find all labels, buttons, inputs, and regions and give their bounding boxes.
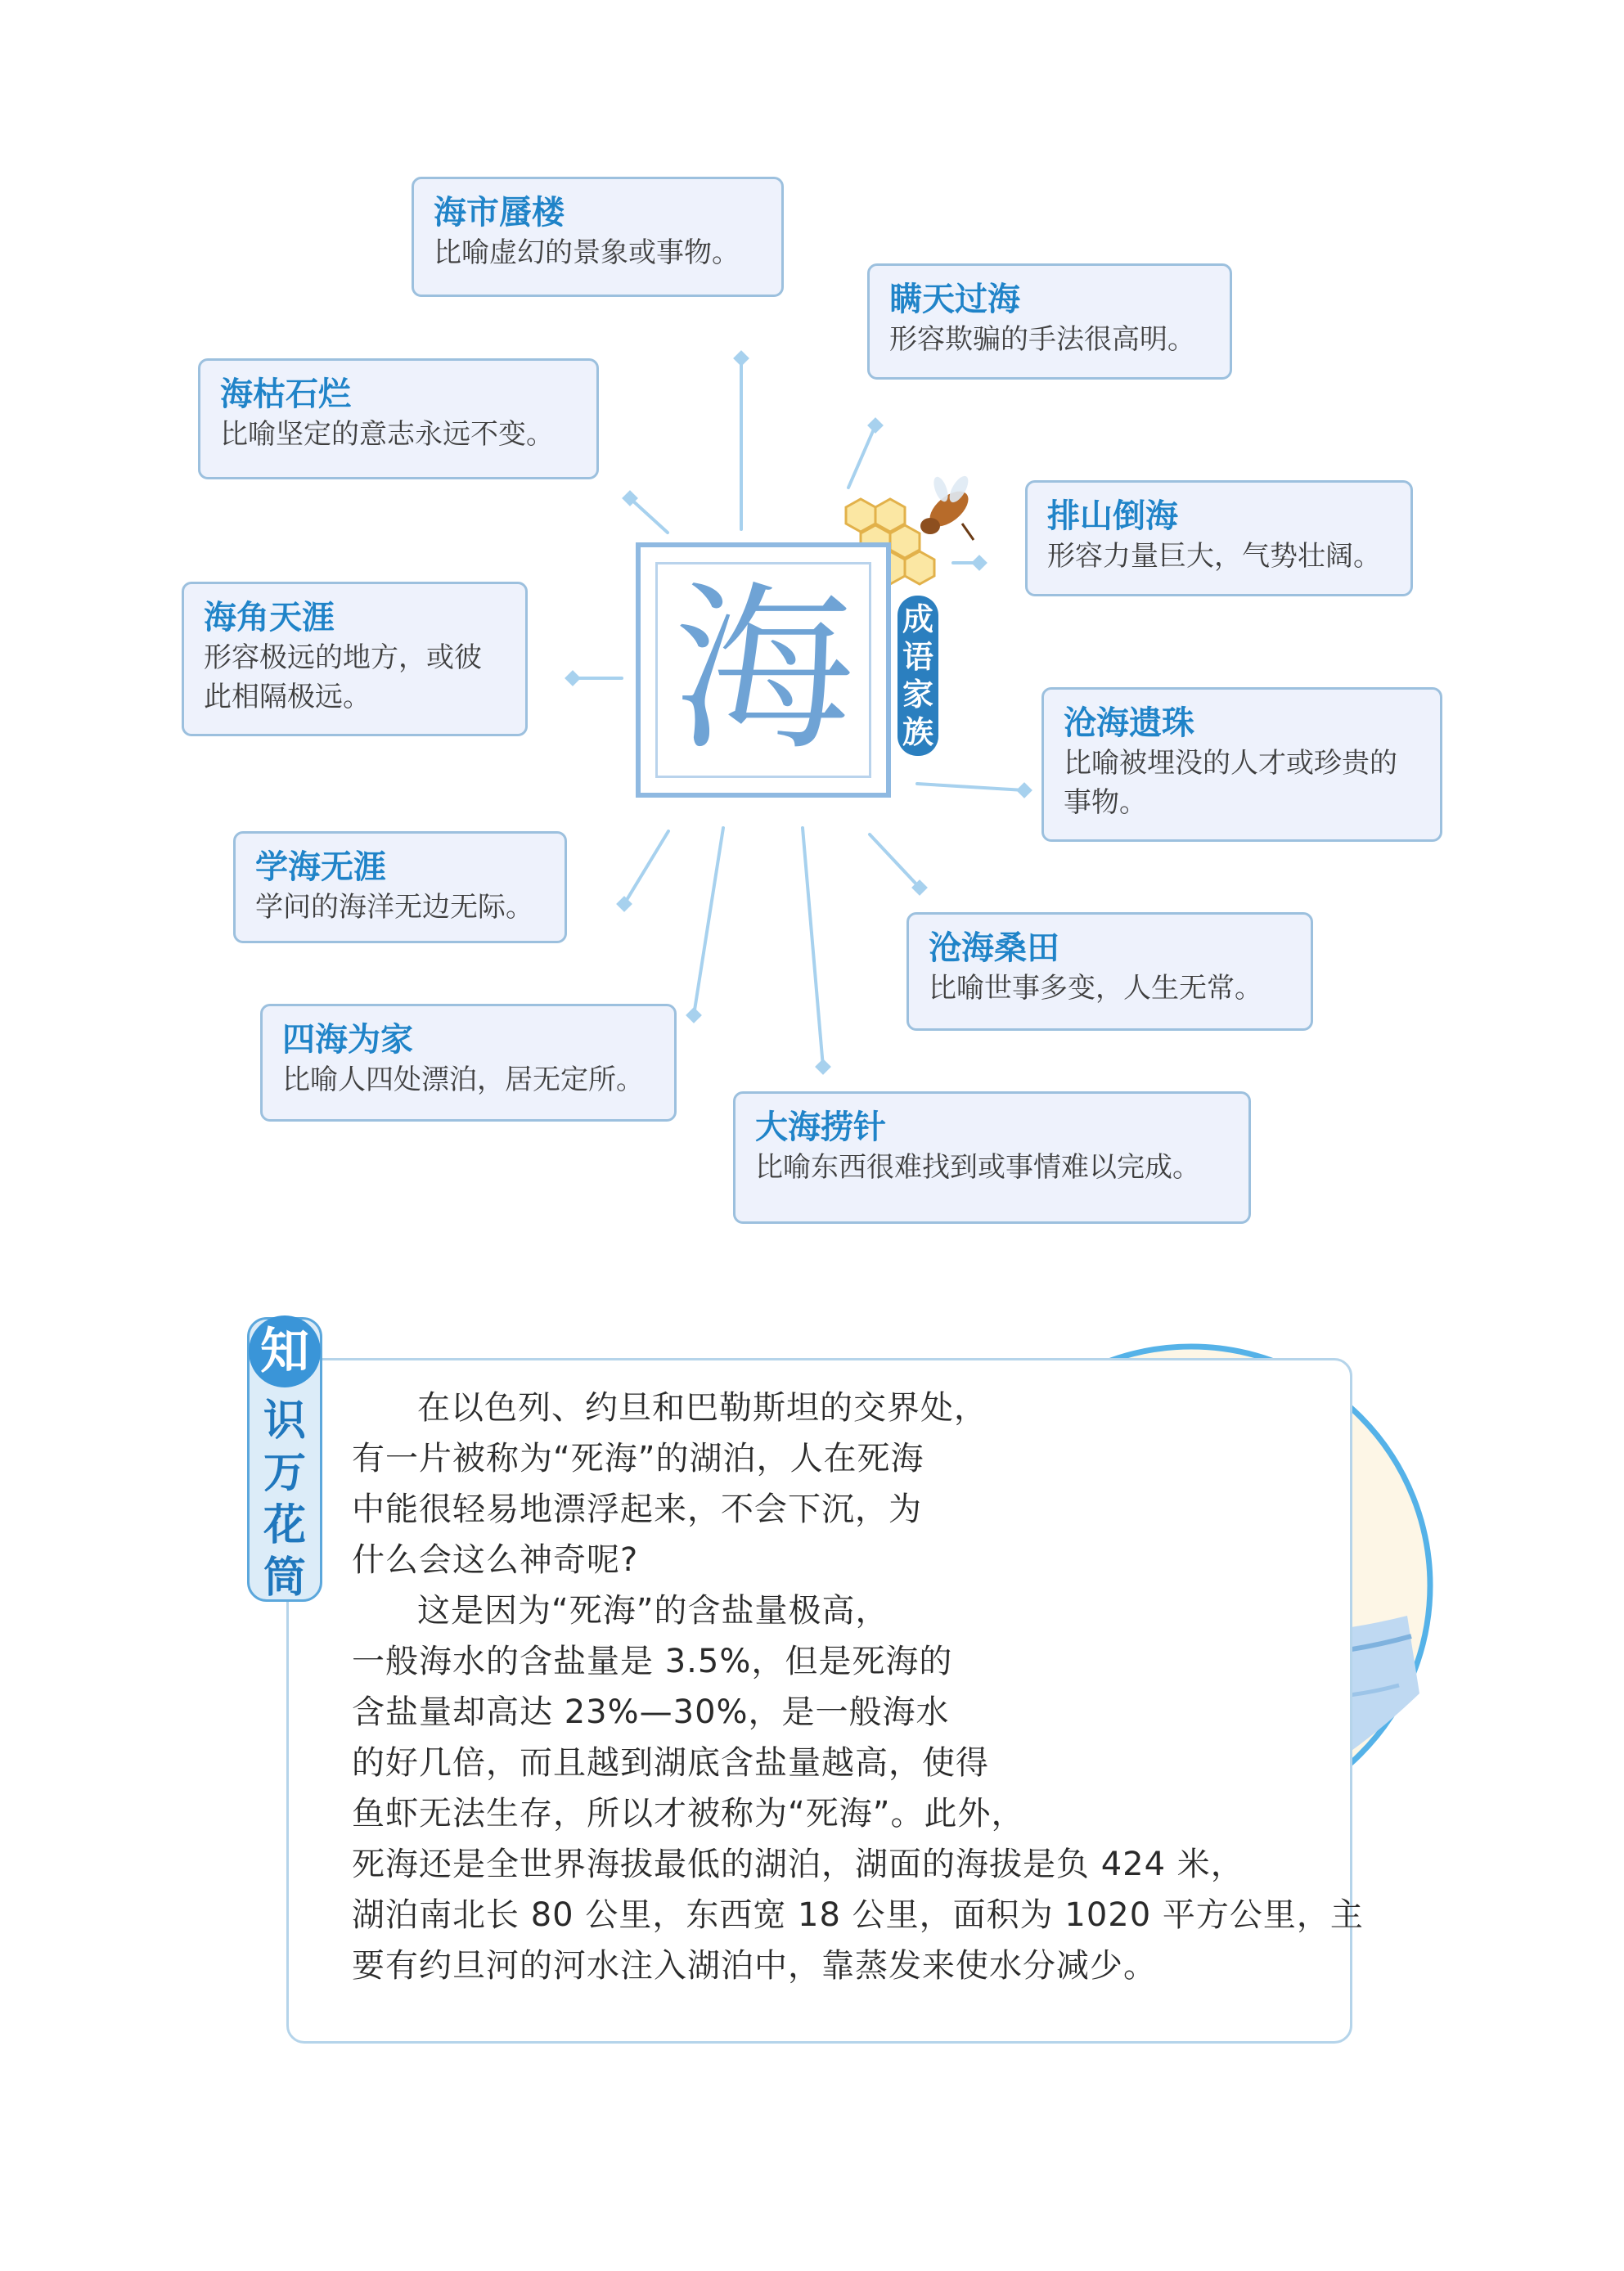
bee-icon [920, 473, 974, 540]
idiom-desc: 比喻虚幻的景象或事物。 [434, 236, 740, 269]
idiom-card [906, 912, 1313, 1031]
paragraph-line: 死海还是全世界海拔最低的湖泊，湖面的海拔是负 424 米， [352, 1846, 1244, 1883]
idiom-desc: 比喻世事多变，人生无常。 [929, 972, 1262, 1005]
idiom-desc: 比喻坚定的意志永远不变。 [220, 418, 554, 451]
idiom-card [198, 358, 599, 479]
idiom-card [1025, 480, 1413, 596]
paragraph-line: 一般海水的含盐量是 3.5%，但是死海的 [352, 1643, 953, 1680]
knowledge-title-first-char: 知 [249, 1315, 321, 1387]
idiom-family-label: 成语家族 [897, 596, 938, 756]
paragraph-line: 要有约旦河的河水注入湖泊中，靠蒸发来使水分减少。 [352, 1947, 1157, 1985]
idiom-title: 海枯石烂 [220, 376, 351, 413]
paragraph-line: 这是因为“死海”的含盐量极高， [417, 1592, 889, 1630]
paragraph-line: 有一片被称为“死海”的湖泊，人在死海 [352, 1440, 924, 1477]
paragraph-line: 的好几倍，而且越到湖底含盐量越高，使得 [352, 1744, 989, 1782]
central-character: 海 [673, 565, 853, 775]
idiom-card [1041, 687, 1442, 842]
idiom-desc: 形容欺骗的手法很高明。 [889, 323, 1195, 356]
idiom-card [733, 1091, 1251, 1224]
idiom-card [260, 1004, 677, 1122]
idiom-title: 排山倒海 [1047, 497, 1178, 535]
idiom-card [412, 177, 784, 297]
paragraph-line: 什么会这么神奇呢? [352, 1541, 639, 1579]
idiom-title: 四海为家 [282, 1021, 413, 1059]
idiom-desc: 学问的海洋无边无际。 [255, 891, 533, 924]
idiom-title: 大海捞针 [755, 1109, 886, 1146]
knowledge-title-rest: 识万花筒 [263, 1396, 306, 1603]
idiom-desc: 形容极远的地方，或彼此相隔极远。 [204, 641, 482, 713]
idiom-desc: 比喻东西很难找到或事情难以完成。 [755, 1151, 1200, 1184]
idiom-desc: 比喻人四处漂泊，居无定所。 [282, 1064, 644, 1096]
central-character-box [636, 542, 891, 798]
idiom-title: 沧海桑田 [929, 929, 1059, 967]
idiom-card [182, 582, 528, 736]
idiom-title: 瞒天过海 [889, 281, 1020, 318]
paragraph-line: 含盐量却高达 23%—30%，是一般海水 [352, 1693, 950, 1731]
idiom-title: 海角天涯 [204, 599, 335, 636]
paragraph-line: 在以色列、约旦和巴勒斯坦的交界处， [417, 1389, 987, 1427]
paragraph-line: 鱼虾无法生存，所以才被称为“死海”。此外， [352, 1795, 1025, 1833]
paragraph-line: 湖泊南北长 80 公里，东西宽 18 公里，面积为 1020 平方公里，主 [352, 1896, 1364, 1934]
paragraph-line: 中能很轻易地漂浮起来，不会下沉，为 [352, 1491, 922, 1528]
idiom-title: 海市蜃楼 [434, 194, 565, 232]
idiom-desc: 形容力量巨大，气势壮阔。 [1047, 540, 1381, 573]
idiom-card [233, 831, 567, 943]
idiom-desc: 比喻被埋没的人才或珍贵的事物。 [1064, 747, 1397, 819]
idiom-title: 学海无涯 [255, 848, 386, 886]
idiom-card [867, 263, 1232, 380]
idiom-title: 沧海遗珠 [1064, 704, 1194, 742]
